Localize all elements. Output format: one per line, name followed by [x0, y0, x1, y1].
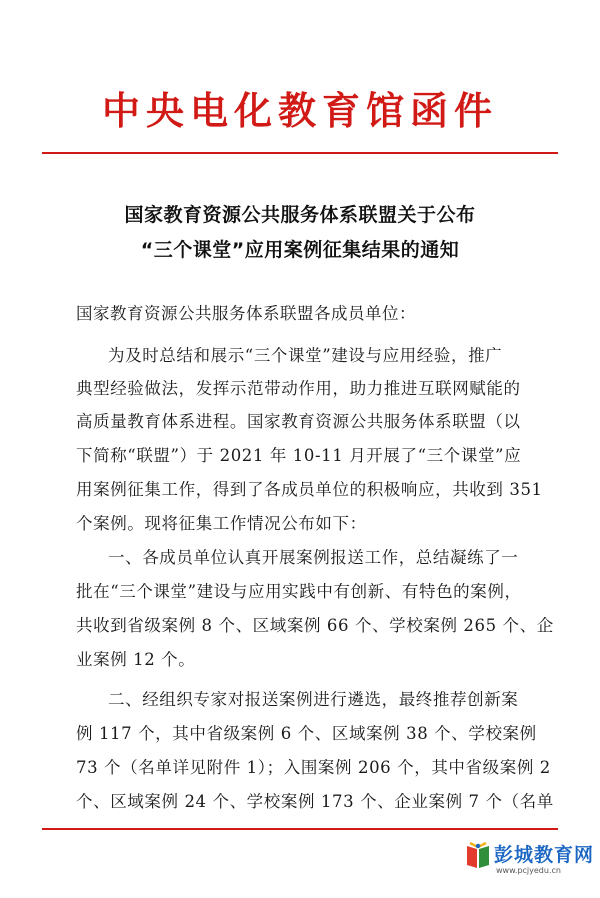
- body-line: 用案例征集工作，得到了各成员单位的积极响应，共收到 351: [76, 480, 543, 499]
- body-line: 典型经验做法，发挥示范带动作用，助力推进互联网赋能的: [76, 379, 521, 398]
- body-line: 73 个（名单详见附件 1）；入围案例 206 个，其中省级案例 2: [76, 758, 551, 777]
- body-line: 共收到省级案例 8 个、区域案例 66 个、学校案例 265 个、企: [76, 616, 554, 635]
- body-line: 二、经组织专家对报送案例进行遴选，最终推荐创新案: [108, 690, 519, 709]
- notice-title-line-2: “三个课堂”应用案例征集结果的通知: [140, 239, 460, 261]
- body-line: 下简称“联盟”）于 2021 年 10-11 月开展了“三个课堂”应: [76, 446, 522, 465]
- body-line: 个、区域案例 24 个、学校案例 173 个、企业案例 7 个（名单: [76, 792, 554, 811]
- body-line: 一、各成员单位认真开展案例报送工作，总结凝练了一: [108, 548, 519, 567]
- letterhead-title: 中央电化教育馆函件: [101, 88, 498, 133]
- body-line: 为及时总结和展示“三个课堂”建设与应用经验，推广: [108, 346, 503, 365]
- letterhead-rule: [42, 152, 558, 154]
- watermark-url: www.pcjyedu.cn: [496, 866, 561, 875]
- watermark-name: 彭城教育网: [494, 844, 595, 866]
- salutation: 国家教育资源公共服务体系联盟各成员单位：: [76, 304, 416, 323]
- body-line: 例 117 个，其中省级案例 6 个、区域案例 38 个、学校案例: [76, 724, 537, 743]
- book-icon: [464, 840, 492, 872]
- body-line: 业案例 12 个。: [76, 650, 196, 669]
- watermark-logo: [464, 836, 595, 888]
- notice-title-line-1: 国家教育资源公共服务体系联盟关于公布: [124, 204, 476, 226]
- body-line: 个案例。现将征集工作情况公布如下：: [76, 514, 367, 533]
- body-line: 高质量教育体系进程。国家教育资源公共服务体系联盟（以: [76, 412, 521, 431]
- footer-rule: [42, 828, 558, 830]
- body-line: 批在“三个课堂”建设与应用实践中有创新、有特色的案例，: [76, 582, 522, 601]
